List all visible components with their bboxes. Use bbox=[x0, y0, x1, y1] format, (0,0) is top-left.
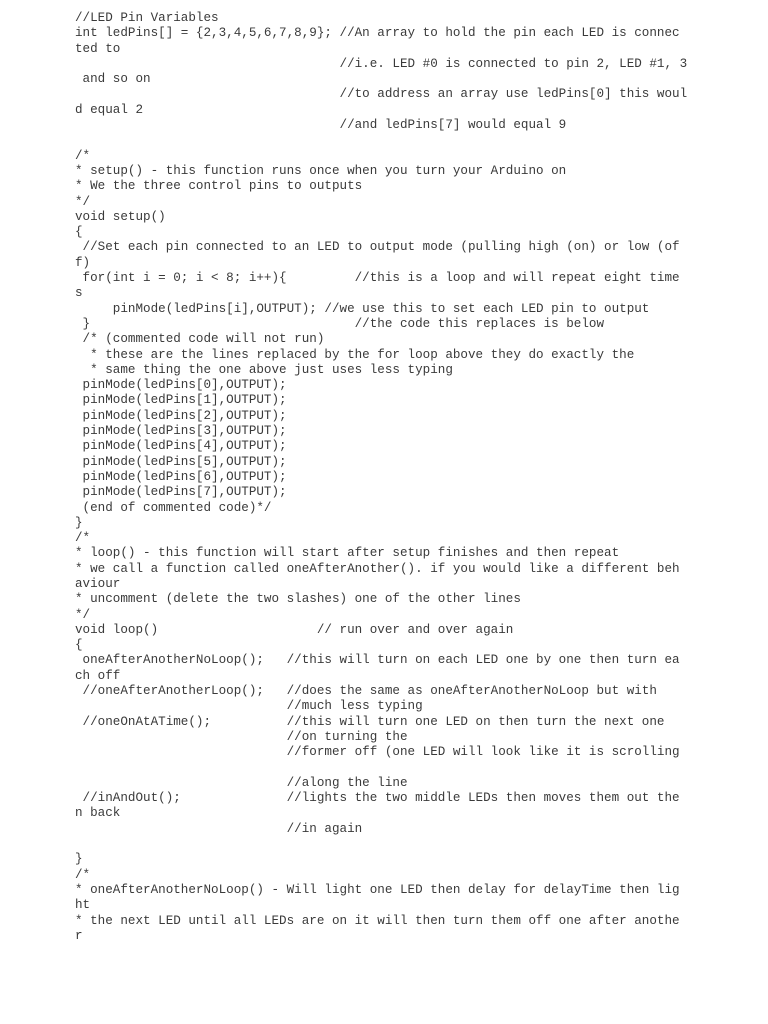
code-line: { bbox=[75, 225, 83, 240]
code-line: pinMode(ledPins[1],OUTPUT); bbox=[75, 393, 287, 408]
code-line bbox=[75, 761, 680, 776]
code-line: * loop() - this function will start after setup finishes and then repeat bbox=[75, 546, 620, 561]
code-line: pinMode(ledPins[5],OUTPUT); bbox=[75, 454, 287, 469]
code-line: and so on bbox=[75, 72, 151, 87]
code-line: (end of commented code)*/ bbox=[75, 500, 272, 515]
code-line: pinMode(ledPins[6],OUTPUT); bbox=[75, 469, 287, 484]
code-line: //along the line bbox=[75, 775, 408, 790]
code-line: pinMode(ledPins[i],OUTPUT); //we use this to set each LED pin to output bbox=[75, 301, 650, 316]
code-line: } bbox=[75, 515, 83, 530]
code-line: ted to bbox=[75, 41, 121, 56]
code-line: */ bbox=[75, 607, 91, 622]
code-line: //LED Pin Variables bbox=[75, 11, 219, 25]
code-line: oneAfterAnotherNoLoop(); //this will turn on each LED one by one then turn ea bbox=[75, 653, 680, 668]
code-line: //and ledPins[7] would equal 9 bbox=[75, 118, 567, 133]
code-line: * setup() - this function runs once when you turn your Arduino on bbox=[75, 163, 567, 178]
code-line: void setup() bbox=[75, 209, 166, 224]
code-line: aviour bbox=[75, 576, 121, 591]
code-line: for(int i = 0; i < 8; i++){ //this is a loop and will repeat eight time bbox=[75, 271, 680, 286]
code-line bbox=[75, 133, 680, 148]
code-line: * same thing the one above just uses less typing bbox=[75, 362, 453, 377]
code-line: //in again bbox=[75, 821, 363, 836]
code-line: //on turning the bbox=[75, 729, 408, 744]
code-line: n back bbox=[75, 806, 121, 821]
code-line: //Set each pin connected to an LED to output mode (pulling high (on) or low (of bbox=[75, 240, 680, 255]
code-line: * oneAfterAnotherNoLoop() - Will light one LED then delay for delayTime then lig bbox=[75, 882, 680, 897]
code-line: * we call a function called oneAfterAnother(). if you would like a different beh bbox=[75, 561, 680, 576]
code-listing bbox=[75, 11, 688, 944]
code-line: //former off (one LED will look like it is scrolling bbox=[75, 745, 680, 760]
code-line: //to address an array use ledPins[0] this woul bbox=[75, 87, 688, 102]
code-line: * these are the lines replaced by the for loop above they do exactly the bbox=[75, 347, 635, 362]
code-line: pinMode(ledPins[3],OUTPUT); bbox=[75, 424, 287, 439]
code-line: //i.e. LED #0 is connected to pin 2, LED #1, 3 bbox=[75, 56, 688, 71]
code-line: /* bbox=[75, 867, 91, 882]
code-line: //oneOnAtATime(); //this will turn one LED on then turn the next one bbox=[75, 714, 665, 729]
code-line: d equal 2 bbox=[75, 102, 144, 117]
code-line: * We the three control pins to outputs bbox=[75, 179, 363, 194]
code-line: //much less typing bbox=[75, 699, 423, 714]
code-line: pinMode(ledPins[7],OUTPUT); bbox=[75, 485, 287, 500]
code-line: r bbox=[75, 928, 83, 943]
code-line: s bbox=[75, 286, 83, 301]
code-line: /* bbox=[75, 148, 91, 163]
code-line: */ bbox=[75, 194, 91, 209]
code-line: * the next LED until all LEDs are on it will then turn them off one after anothe bbox=[75, 913, 680, 928]
code-line: //inAndOut(); //lights the two middle LEDs then moves them out the bbox=[75, 791, 680, 806]
code-line: } bbox=[75, 852, 83, 867]
code-line: f) bbox=[75, 255, 91, 270]
code-line bbox=[75, 837, 680, 852]
code-line: * uncomment (delete the two slashes) one of the other lines bbox=[75, 592, 521, 607]
code-line: pinMode(ledPins[0],OUTPUT); bbox=[75, 378, 287, 393]
code-line: int ledPins[] = {2,3,4,5,6,7,8,9}; //An array to hold the pin each LED is connec bbox=[75, 26, 680, 41]
code-line: void loop() // run over and over again bbox=[75, 622, 514, 637]
code-line: ht bbox=[75, 898, 91, 913]
code-line: ch off bbox=[75, 668, 121, 683]
code-line: /* (commented code will not run) bbox=[75, 332, 325, 347]
code-line: //oneAfterAnotherLoop(); //does the same as oneAfterAnotherNoLoop but with bbox=[75, 684, 657, 699]
code-line: /* bbox=[75, 531, 91, 546]
code-line: { bbox=[75, 638, 83, 653]
code-line: pinMode(ledPins[2],OUTPUT); bbox=[75, 408, 287, 423]
code-line: } //the code this replaces is below bbox=[75, 316, 605, 331]
code-line: pinMode(ledPins[4],OUTPUT); bbox=[75, 439, 287, 454]
